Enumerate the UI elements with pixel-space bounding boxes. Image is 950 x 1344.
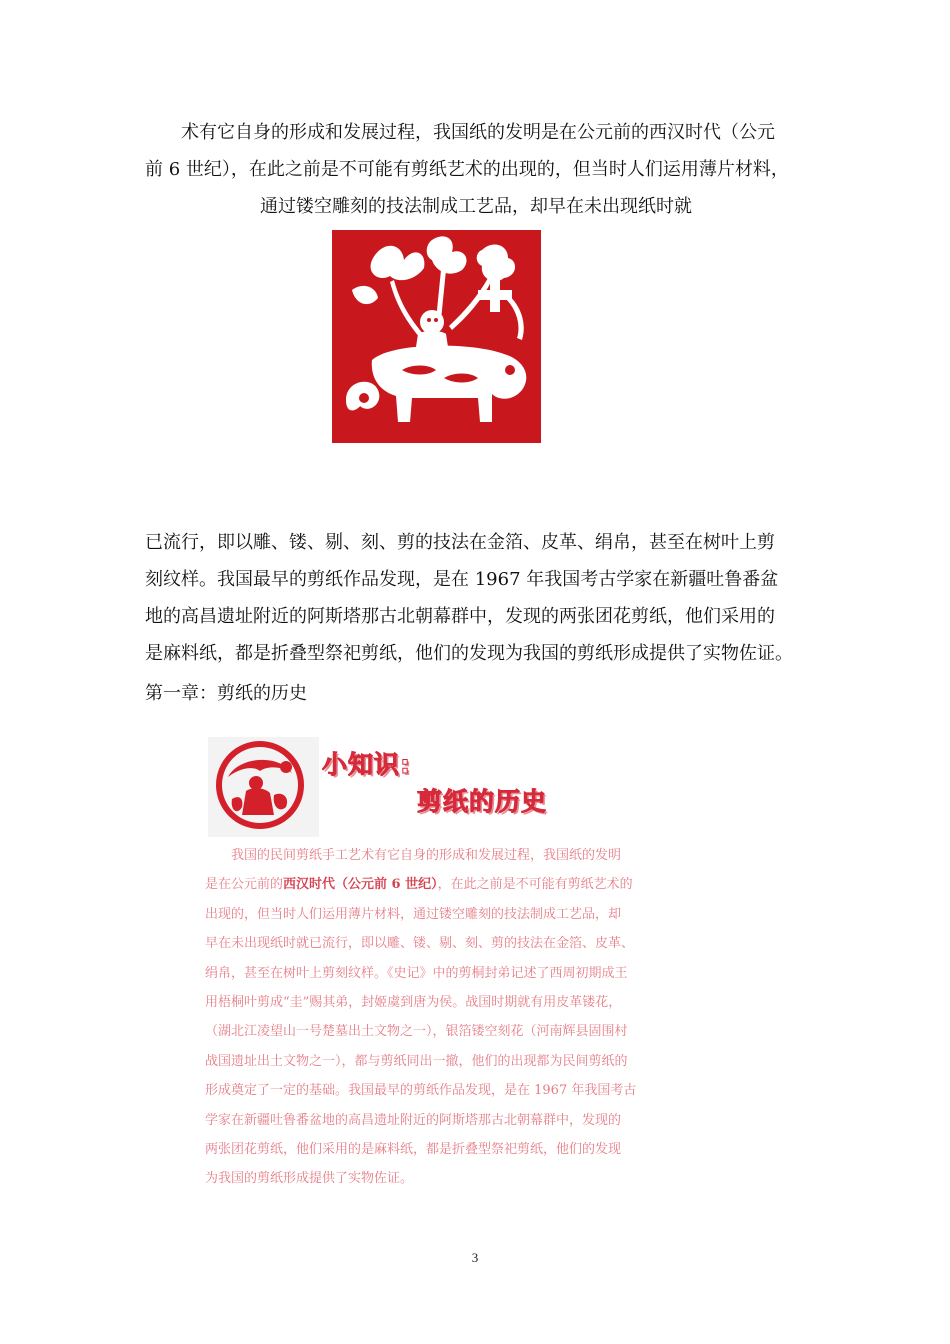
round-paper-cut-artwork <box>208 737 319 837</box>
knowledge-line: 早在未出现纸时就已流行，即以雕、镂、剔、刻、剪的技法在金箔、皮革、 <box>205 936 635 952</box>
knowledge-line: 为我国的剪纸形成提供了实物佐证。 <box>205 1171 414 1187</box>
chapter-heading: 第一章：剪纸的历史 <box>145 683 307 704</box>
page-number: 3 <box>471 1250 479 1265</box>
paragraph-1 <box>145 114 807 225</box>
knowledge-line: 用梧桐叶剪成“圭”赐其弟，封姬虞到唐为侯。战国时期就有用皮革镂花， <box>205 995 622 1011</box>
paragraph-2-line: 地的高昌遗址附近的阿斯塔那古北朝幕群中，发现的两张团花剪纸，他们采用的 <box>145 606 775 627</box>
paragraph-2-line: 是麻料纸，都是折叠型祭祀剪纸，他们的发现为我国的剪纸形成提供了实物佐证。 <box>145 643 793 664</box>
knowledge-line: 战国遗址出土文物之一），都与剪纸同出一撤，他们的出现都为民间剪纸的 <box>205 1053 628 1069</box>
knowledge-box-image <box>205 735 710 1195</box>
knowledge-subtitle: 剪纸的历史 <box>417 787 548 816</box>
knowledge-line: 学家在新疆吐鲁番盆地的高昌遗址附近的阿斯塔那古北朝幕群中，发现的 <box>205 1112 622 1128</box>
paragraph-2-line: 刻纹样。我国最早的剪纸作品发现，是在 1967 年我国考古学家在新疆吐鲁番盆 <box>145 569 779 590</box>
knowledge-line: 形成奠定了一定的基础。我国最早的剪纸作品发现，是在 1967 年我国考古 <box>205 1083 637 1099</box>
knowledge-line: 两张团花剪纸，他们采用的是麻料纸，都是折叠型祭祀剪纸，他们的发现 <box>205 1142 622 1158</box>
paragraph-2 <box>145 524 807 672</box>
round-paper-cut-image <box>208 737 319 837</box>
knowledge-line-part: 是在公元前的 <box>205 877 284 893</box>
knowledge-body <box>205 841 710 1194</box>
knowledge-line <box>205 870 710 899</box>
knowledge-line-part: ，在此之前是不可能有剪纸艺术的 <box>437 877 633 893</box>
knowledge-line: 我国的民间剪纸手工艺术有它自身的形成和发展过程，我国纸的发明 <box>231 848 622 863</box>
paragraph-1-line: 通过镂空雕刻的技法制成工艺品，却早在未出现纸时就 <box>260 196 692 217</box>
knowledge-highlight: 西汉时代（公元前 6 世纪） <box>283 877 438 893</box>
knowledge-line: 出现的，但当时人们运用薄片材料，通过镂空雕刻的技法制成工艺品，却 <box>205 906 622 922</box>
paragraph-1-line: 术有它自身的形成和发展过程，我国纸的发明是在公元前的西汉时代（公元 <box>181 122 775 143</box>
knowledge-line: （湖北江凌望山一号楚墓出土文物之一），银箔镂空刻花（河南辉县固围村 <box>205 1024 628 1040</box>
paragraph-2-line: 已流行，即以雕、镂、剔、刻、剪的技法在金箔、皮革、绢帛，甚至在树叶上剪 <box>145 532 775 553</box>
paragraph-1-line: 前 6 世纪），在此之前是不可能有剪纸艺术的出现的，但当时人们运用薄片材料， <box>145 159 789 180</box>
knowledge-line: 绢帛，甚至在树叶上剪刻纹样。《史记》中的剪桐封弟记述了西周初期成王 <box>205 965 628 981</box>
paper-cut-image <box>332 230 541 443</box>
paper-cut-artwork <box>332 230 541 443</box>
knowledge-title: 小知识: <box>322 750 411 779</box>
